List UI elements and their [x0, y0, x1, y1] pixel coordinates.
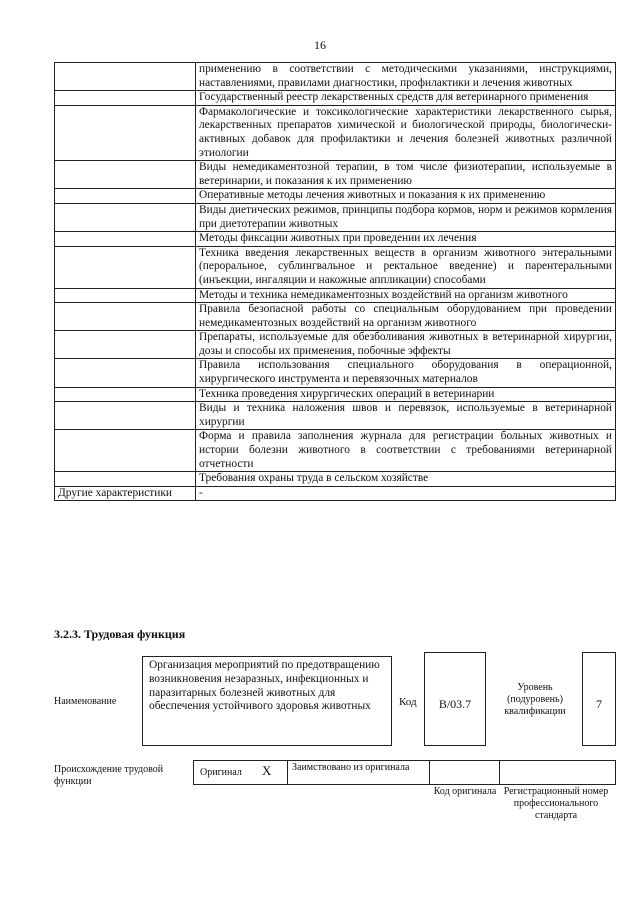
table-row	[55, 359, 616, 387]
row-label-cell	[55, 189, 196, 204]
row-label-cell	[55, 430, 196, 472]
origin-row	[193, 760, 616, 785]
original-mark: X	[262, 763, 272, 778]
row-description: Государственный реестр лекарственных средств для ветеринарного применения	[196, 91, 616, 106]
row-description: применению в соответствии с методическими указаниями, инструкциями, наставлениями, правилами диагностики, профилактики и лечения животных	[196, 63, 616, 91]
table-row	[55, 486, 616, 501]
row-label-cell	[55, 303, 196, 331]
row-label-cell	[55, 288, 196, 303]
row-label-cell	[55, 387, 196, 402]
row-description: Правила использования специального оборудования в операционной, хирургического инструмента и перевязочных материалов	[196, 359, 616, 387]
row-label-cell	[55, 91, 196, 106]
code-label: Код	[399, 696, 417, 708]
table-row	[55, 430, 616, 472]
reg-number-caption: Регистрационный номер профессионального стандарта	[503, 786, 609, 821]
section-title: 3.2.3. Трудовая функция	[54, 627, 186, 641]
table-row	[55, 203, 616, 231]
name-label: Наименование	[54, 696, 117, 707]
row-label-cell	[55, 331, 196, 359]
row-description: Виды диетических режимов, принципы подбора кормов, норм и режимов кормления при диетотерапии животных	[196, 203, 616, 231]
table-row	[55, 232, 616, 247]
row-label-cell	[55, 63, 196, 91]
row-label-cell	[55, 232, 196, 247]
table-row	[55, 91, 616, 106]
row-description: Форма и правила заполнения журнала для регистрации больных животных и истории болезни животного в соответствии с требованиями ветеринарной отчетности	[196, 430, 616, 472]
table-row	[55, 246, 616, 288]
row-label-cell	[55, 359, 196, 387]
row-label-cell	[55, 161, 196, 189]
row-description: Препараты, используемые для обезболивания животных в ветеринарной хирургии, дозы и способы их применения, побочные эффекты	[196, 331, 616, 359]
row-description: Виды и техника наложения швов и перевязок, используемые в ветеринарной хирургии	[196, 402, 616, 430]
knowledge-table	[54, 62, 616, 501]
row-description: Оперативные методы лечения животных и показания к их применению	[196, 189, 616, 204]
function-level-box: 7	[582, 652, 616, 746]
row-description: Требования охраны труда в сельском хозяйстве	[196, 472, 616, 487]
table-row	[55, 63, 616, 91]
code-original-caption: Код оригинала	[433, 786, 497, 797]
origin-label: Происхождение трудовой функции	[54, 764, 164, 787]
other-characteristics-label: Другие характеристики	[55, 486, 196, 501]
table-row	[55, 331, 616, 359]
row-description: Техника проведения хирургических операций в ветеринарии	[196, 387, 616, 402]
page-number: 16	[314, 38, 326, 52]
table-row	[55, 387, 616, 402]
table-row	[55, 303, 616, 331]
table-row	[55, 105, 616, 160]
divider	[429, 761, 430, 784]
row-label-cell	[55, 246, 196, 288]
level-label: Уровень (подуровень) квалификации	[504, 682, 566, 717]
borrowed-label: Заимствовано из оригинала	[292, 762, 410, 773]
table-row	[55, 472, 616, 487]
row-label-cell	[55, 472, 196, 487]
row-description: Техника введения лекарственных веществ в организм животного энтеральными (пероральное, сублингвальное и ректальное введение) и парентеральными (инъекции, ингаляции и накожные аппликации) способами	[196, 246, 616, 288]
row-label-cell	[55, 402, 196, 430]
table-row	[55, 288, 616, 303]
original-label: Оригинал	[200, 767, 242, 778]
code-original-cell	[499, 761, 500, 784]
row-description: Виды немедикаментозной терапии, в том числе физиотерапии, используемые в ветеринарии, и показания к их применению	[196, 161, 616, 189]
row-label-cell	[55, 203, 196, 231]
table-row	[55, 161, 616, 189]
borrowed-cell	[287, 761, 429, 784]
function-name-box: Организация мероприятий по предотвращению возникновения незаразных, инфекционных и паразитарных болезней животных для обеспечения устойчивого здоровья животных	[142, 656, 392, 746]
row-description: Методы фиксации животных при проведении их лечения	[196, 232, 616, 247]
row-description: Фармакологические и токсикологические характеристики лекарственного сырья, лекарственных препаратов химической и биологической природы, биологически-активных добавок для профилактики и лечения болезней животных различной этиологии	[196, 105, 616, 160]
row-description: Правила безопасной работы со специальным оборудованием при проведении немедикаментозных воздействий на организм животного	[196, 303, 616, 331]
row-description: Методы и техника немедикаментозных воздействий на организм животного	[196, 288, 616, 303]
other-characteristics-value: -	[196, 486, 616, 501]
function-code-box: В/03.7	[424, 652, 486, 746]
table-row	[55, 402, 616, 430]
row-label-cell	[55, 105, 196, 160]
table-row	[55, 189, 616, 204]
